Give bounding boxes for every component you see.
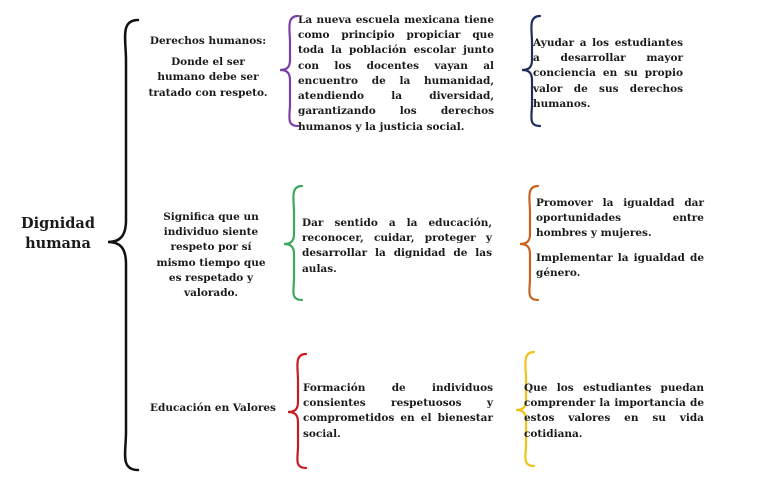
row1-goal-item: Ayudar a los estudiantes a desarrollar mayor conciencia en su propio valor de sus derechos humanos. [533,37,683,110]
root-title-line2: humana [25,235,91,253]
row3-goal-item: Que los estudiantes puedan comprender la importancia de estos valores en su vida cotidiana. [524,382,704,440]
row2-detail: Dar sentido a la educación, reconocer, cuidar, proteger y desarrollar la dignidad de las aulas. [302,217,492,275]
row2-goals [536,196,704,290]
row2-goal-item-2: Implementar la igualdad de género. [536,251,704,279]
row2-concept: Significa que un individuo siente respeto por sí mismo tiempo que es respetado y valorado. [156,211,266,300]
brace-row2-detail [284,186,302,300]
row3-concept: Educación en Valores [150,402,276,414]
row3-goal [524,381,704,442]
root-title-line1: Dignidad [21,215,95,232]
main-brace [108,20,138,470]
row1-concept-text: Donde el ser humano debe ser tratado con respeto. [148,56,268,99]
row2-goal-item-1: Promover la igualdad dar oportunidades entre hombres y mujeres. [536,197,704,240]
brace-row1-detail [280,16,298,126]
row1-goal [533,36,683,112]
row1-concept [146,34,270,101]
row3-detail: Formación de individuos consientes respetuosos y comprometidos en el bienestar social. [303,382,493,440]
row1-detail: La nueva escuela mexicana tiene como principio propiciar que toda la población escolar junto con los docentes vayan al encuentro de la humanidad, atendiendo la diversidad, garantizando los derechos humanos y la justicia social. [298,14,494,133]
root-topic [8,214,108,255]
row1-concept-title: Derechos humanos: [149,35,267,47]
